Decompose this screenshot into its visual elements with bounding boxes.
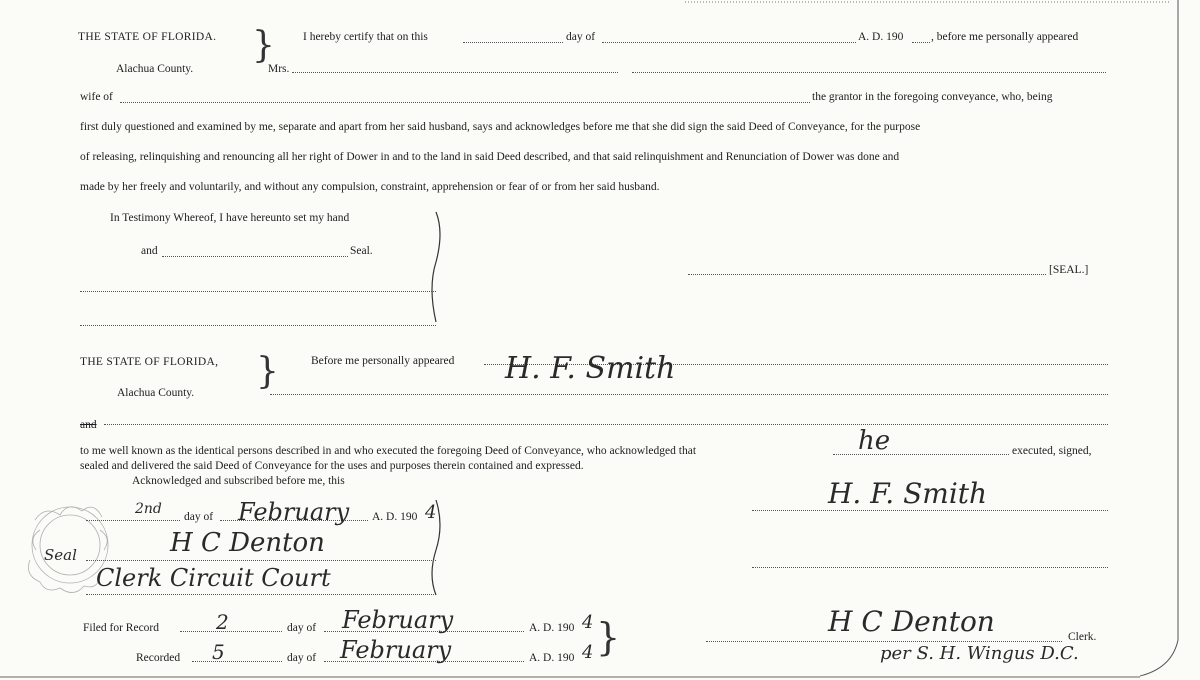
clerk-line[interactable] bbox=[706, 641, 1062, 642]
grantor-signature-line-2[interactable] bbox=[752, 567, 1108, 568]
rec-year-handwritten: 4 bbox=[582, 642, 594, 663]
ack-month-handwritten: February bbox=[238, 498, 350, 526]
mrs-name-blank-2[interactable] bbox=[632, 72, 1106, 73]
and-name-line[interactable] bbox=[104, 424, 1108, 425]
state-heading: THE STATE OF FLORIDA. bbox=[78, 31, 217, 43]
mrs-label: Mrs. bbox=[268, 63, 290, 75]
seal-label: Seal. bbox=[350, 245, 373, 257]
month-blank[interactable] bbox=[602, 42, 856, 43]
recorded-label: Recorded bbox=[136, 652, 181, 664]
ack-day-handwritten: 2nd bbox=[135, 501, 162, 517]
clerk-title-line[interactable] bbox=[86, 594, 436, 595]
and-label: and bbox=[141, 245, 158, 257]
pronoun-handwritten: he bbox=[858, 426, 891, 456]
executed-text: executed, signed, bbox=[1012, 445, 1092, 457]
clerk-title-handwritten: Clerk Circuit Court bbox=[96, 564, 331, 592]
ad-label: A. D. 190 bbox=[858, 31, 904, 43]
and-label-2: and bbox=[80, 419, 97, 431]
rec-ad-label: A. D. 190 bbox=[529, 652, 575, 664]
county-label-2: Alachua County. bbox=[117, 387, 195, 399]
day-blank[interactable] bbox=[463, 42, 563, 43]
state-heading-2: THE STATE OF FLORIDA, bbox=[80, 356, 219, 368]
officer-signature-line[interactable] bbox=[80, 291, 436, 292]
grantor-signature-line[interactable] bbox=[752, 510, 1108, 511]
clerk-signature-handwritten: H C Denton bbox=[170, 528, 325, 558]
rec-day-blank[interactable] bbox=[192, 661, 282, 662]
appeared-text: Before me personally appeared bbox=[311, 355, 455, 367]
husband-name-blank[interactable] bbox=[120, 102, 810, 103]
filed-year-handwritten: 4 bbox=[582, 612, 594, 633]
brace: } bbox=[252, 25, 275, 66]
brace-2: } bbox=[256, 351, 279, 392]
appeared-name-handwritten: H. F. Smith bbox=[505, 351, 676, 386]
filed-day-handwritten: 2 bbox=[216, 610, 229, 634]
filed-month-handwritten: February bbox=[342, 606, 454, 634]
ack-ad-label: A. D. 190 bbox=[372, 511, 418, 523]
ack-day-of-label: day of bbox=[184, 511, 214, 523]
deputy-handwritten: per S. H. Wingus D.C. bbox=[880, 643, 1079, 664]
rec-day-handwritten: 5 bbox=[212, 640, 225, 664]
mrs-name-blank[interactable] bbox=[292, 72, 618, 73]
grantor-text: the grantor in the foregoing conveyance, who, being bbox=[812, 91, 1053, 103]
year-blank[interactable] bbox=[912, 42, 930, 43]
sealed-text: sealed and delivered the said Deed of Conveyance for the uses and purposes therein contained and expressed. bbox=[80, 460, 584, 472]
seal-blank[interactable] bbox=[162, 256, 348, 257]
filed-ad-label: A. D. 190 bbox=[529, 622, 575, 634]
clerk-signature-line[interactable] bbox=[86, 560, 436, 561]
body-line-4: made by her freely and voluntarily, and without any compulsion, constraint, apprehension or fear of or from her said husband. bbox=[80, 181, 660, 193]
ack-year-handwritten: 4 bbox=[425, 502, 437, 523]
day-of-label: day of bbox=[566, 31, 596, 43]
grantor-signature-handwritten: H. F. Smith bbox=[828, 477, 988, 510]
wife-of-label: wife of bbox=[80, 91, 113, 103]
ack-day-blank[interactable] bbox=[86, 520, 180, 521]
testimony-text: In Testimony Whereof, I have hereunto set my hand bbox=[110, 212, 350, 224]
county-label: Alachua County. bbox=[116, 63, 194, 75]
filed-day-blank[interactable] bbox=[180, 631, 282, 632]
known-text: to me well known as the identical persons described in and who executed the foregoing Deed of Conveyance, who acknowledged that bbox=[80, 445, 697, 457]
rec-month-handwritten: February bbox=[340, 636, 452, 664]
body-line-2: first duly questioned and examined by me, separate and apart from her said husband, says and acknowledges before me that she did sign the said Deed of Conveyance, for the purpose bbox=[80, 121, 921, 133]
clerk-signature-2-handwritten: H C Denton bbox=[828, 605, 995, 638]
seal-handwritten: Seal bbox=[44, 546, 77, 564]
acknowledged-text: Acknowledged and subscribed before me, this bbox=[132, 475, 345, 487]
wife-signature-line[interactable] bbox=[688, 274, 1046, 275]
certify-text: I hereby certify that on this bbox=[303, 31, 428, 43]
officer-title-line[interactable] bbox=[80, 325, 436, 326]
brace-3: } bbox=[596, 615, 621, 659]
body-line-3: of releasing, relinquishing and renouncing all her right of Dower in and to the land in said Deed described, and that said relinquishment and Renunciation of Dower was done and bbox=[80, 151, 900, 163]
before-me-text: , before me personally appeared bbox=[931, 31, 1079, 43]
appeared-name-line-2[interactable] bbox=[270, 394, 1108, 395]
seal-bracket-label: [SEAL.] bbox=[1049, 264, 1089, 276]
clerk-label: Clerk. bbox=[1068, 631, 1097, 643]
filed-day-of-label: day of bbox=[287, 622, 317, 634]
filed-label: Filed for Record bbox=[83, 622, 160, 634]
rec-day-of-label: day of bbox=[287, 652, 317, 664]
